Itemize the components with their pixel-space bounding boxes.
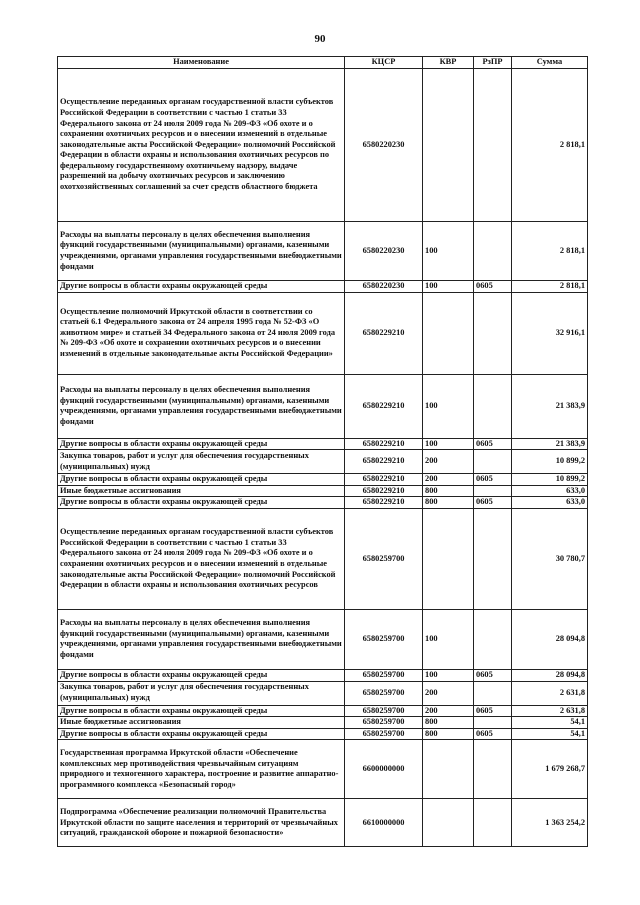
cell-sum: 10 899,2 xyxy=(512,450,588,474)
table-row xyxy=(58,450,588,474)
cell-sum: 54,1 xyxy=(512,728,588,740)
table-row xyxy=(58,669,588,681)
cell-kvr: 800 xyxy=(423,717,474,729)
header-rzpr: РзПР xyxy=(474,57,512,69)
table-row xyxy=(58,374,588,438)
cell-kvr: 800 xyxy=(423,728,474,740)
cell-kvr xyxy=(423,69,474,222)
cell-sum: 21 383,9 xyxy=(512,438,588,450)
table-row xyxy=(58,497,588,509)
cell-name: Другие вопросы в области охраны окружающей среды xyxy=(58,438,345,450)
cell-name: Другие вопросы в области охраны окружающей среды xyxy=(58,705,345,717)
table-row xyxy=(58,281,588,293)
cell-kcsr: 6580229210 xyxy=(345,292,423,374)
cell-kcsr: 6580259700 xyxy=(345,609,423,669)
cell-name: Другие вопросы в области охраны окружающей среды xyxy=(58,497,345,509)
cell-kcsr: 6580229210 xyxy=(345,450,423,474)
cell-sum: 30 780,7 xyxy=(512,508,588,609)
cell-sum: 2 818,1 xyxy=(512,69,588,222)
table-row xyxy=(58,508,588,609)
cell-rzpr xyxy=(474,69,512,222)
cell-kvr xyxy=(423,292,474,374)
cell-rzpr: 0605 xyxy=(474,438,512,450)
table-body xyxy=(58,69,588,847)
cell-kvr xyxy=(423,740,474,799)
cell-sum: 2 818,1 xyxy=(512,281,588,293)
cell-rzpr xyxy=(474,609,512,669)
cell-sum: 28 094,8 xyxy=(512,669,588,681)
cell-kcsr: 6580229210 xyxy=(345,374,423,438)
table-row xyxy=(58,728,588,740)
cell-kvr: 200 xyxy=(423,705,474,717)
cell-kcsr: 6580259700 xyxy=(345,705,423,717)
cell-kcsr: 6580259700 xyxy=(345,508,423,609)
cell-rzpr xyxy=(474,450,512,474)
cell-kcsr: 6580229210 xyxy=(345,485,423,497)
table-row xyxy=(58,740,588,799)
cell-rzpr: 0605 xyxy=(474,497,512,509)
cell-sum: 633,0 xyxy=(512,485,588,497)
cell-name: Расходы на выплаты персоналу в целях обеспечения выполнения функций государственными (муниципальными) органами, казенными учреждениями, органами управления государственными внебюджетными фондами xyxy=(58,374,345,438)
cell-kcsr: 6580220230 xyxy=(345,69,423,222)
cell-name: Закупка товаров, работ и услуг для обеспечения государственных (муниципальных) нужд xyxy=(58,681,345,705)
cell-name: Другие вопросы в области охраны окружающей среды xyxy=(58,281,345,293)
cell-kcsr: 6580259700 xyxy=(345,681,423,705)
cell-sum: 21 383,9 xyxy=(512,374,588,438)
table-row xyxy=(58,292,588,374)
cell-kvr: 800 xyxy=(423,485,474,497)
cell-kvr: 100 xyxy=(423,438,474,450)
cell-kcsr: 6580229210 xyxy=(345,497,423,509)
cell-sum: 10 899,2 xyxy=(512,474,588,486)
budget-table xyxy=(57,56,588,847)
cell-rzpr: 0605 xyxy=(474,281,512,293)
cell-kcsr: 6580259700 xyxy=(345,728,423,740)
table-row xyxy=(58,474,588,486)
cell-rzpr: 0605 xyxy=(474,705,512,717)
table-row xyxy=(58,485,588,497)
cell-kvr: 800 xyxy=(423,497,474,509)
cell-kvr: 100 xyxy=(423,669,474,681)
header-kcsr: КЦСР xyxy=(345,57,423,69)
cell-sum: 32 916,1 xyxy=(512,292,588,374)
page-number: 90 xyxy=(314,33,326,45)
cell-kvr: 200 xyxy=(423,450,474,474)
cell-name: Осуществление полномочий Иркутской области в соответствии со статьей 6.1 Федерального закона от 24 апреля 1995 года № 52-ФЗ «О животном мире» и статьей 34 Федерального закона от 24 июля 2009 года № 209-ФЗ «Об охоте и сохранении охотничьих ресурсов и о внесении изменений в отдельные законодательные акты Российской Федерации» xyxy=(58,292,345,374)
cell-kcsr: 6580229210 xyxy=(345,438,423,450)
cell-kvr xyxy=(423,799,474,847)
table-row xyxy=(58,705,588,717)
table-header xyxy=(58,57,588,69)
table-row xyxy=(58,681,588,705)
cell-name: Осуществление переданных органам государственной власти субъектов Российской Федерации в соответствии с частью 1 статьи 33 Федерального закона от 24 июля 2009 года № 209-ФЗ «Об охоте и о сохранении охотничьих ресурсов и о внесении изменений в отдельные законодательные акты Российской Федерации» полномочий Российской Федерации в области охраны и использования охотничьих ресурсов xyxy=(58,508,345,609)
cell-rzpr xyxy=(474,681,512,705)
cell-name: Другие вопросы в области охраны окружающей среды xyxy=(58,728,345,740)
cell-sum: 2 818,1 xyxy=(512,222,588,281)
cell-rzpr xyxy=(474,292,512,374)
cell-name: Расходы на выплаты персоналу в целях обеспечения выполнения функций государственными (муниципальными) органами, казенными учреждениями, органами управления государственными внебюджетными фондами xyxy=(58,609,345,669)
cell-kcsr: 6580229210 xyxy=(345,474,423,486)
cell-name: Иные бюджетные ассигнования xyxy=(58,485,345,497)
cell-kvr: 100 xyxy=(423,222,474,281)
cell-kvr: 100 xyxy=(423,374,474,438)
cell-name: Другие вопросы в области охраны окружающей среды xyxy=(58,669,345,681)
header-kvr: КВР xyxy=(423,57,474,69)
cell-kvr xyxy=(423,508,474,609)
cell-rzpr xyxy=(474,508,512,609)
cell-name: Другие вопросы в области охраны окружающей среды xyxy=(58,474,345,486)
cell-sum: 1 363 254,2 xyxy=(512,799,588,847)
cell-kcsr: 6600000000 xyxy=(345,740,423,799)
cell-name: Подпрограмма «Обеспечение реализации полномочий Правительства Иркутской области по защите населения и территорий от чрезвычайных ситуаций, гражданской обороне и пожарной безопасности» xyxy=(58,799,345,847)
cell-sum: 2 631,8 xyxy=(512,705,588,717)
cell-rzpr xyxy=(474,799,512,847)
cell-rzpr: 0605 xyxy=(474,728,512,740)
cell-name: Иные бюджетные ассигнования xyxy=(58,717,345,729)
cell-sum: 633,0 xyxy=(512,497,588,509)
cell-sum: 28 094,8 xyxy=(512,609,588,669)
cell-rzpr xyxy=(474,717,512,729)
cell-rzpr: 0605 xyxy=(474,474,512,486)
cell-rzpr xyxy=(474,374,512,438)
cell-kcsr: 6610000000 xyxy=(345,799,423,847)
cell-sum: 1 679 268,7 xyxy=(512,740,588,799)
header-sum: Сумма xyxy=(512,57,588,69)
cell-rzpr xyxy=(474,740,512,799)
cell-kvr: 100 xyxy=(423,609,474,669)
cell-rzpr: 0605 xyxy=(474,669,512,681)
cell-kcsr: 6580259700 xyxy=(345,669,423,681)
table-row xyxy=(58,799,588,847)
cell-kvr: 200 xyxy=(423,681,474,705)
table-row xyxy=(58,438,588,450)
cell-rzpr xyxy=(474,222,512,281)
table-row xyxy=(58,69,588,222)
cell-kvr: 100 xyxy=(423,281,474,293)
cell-name: Осуществление переданных органам государственной власти субъектов Российской Федерации в соответствии с частью 1 статьи 33 Федерального закона от 24 июля 2009 года № 209-ФЗ «Об охоте и о сохранении охотничьих ресурсов и о внесении изменений в отдельные законодательные акты Российской Федерации» полномочий Российской Федерации в области охраны и использования охотничьих ресурсов по федеральному государственному охотничьему надзору, выдаче разрешений на добычу охотничьих ресурсов и заключению охотхозяйственных соглашений за счет средств областного бюджета xyxy=(58,69,345,222)
cell-sum: 2 631,8 xyxy=(512,681,588,705)
cell-name: Государственная программа Иркутской области «Обеспечение комплексных мер противодействия чрезвычайным ситуациям природного и техногенного характера, построение и развитие аппаратно-программного комплекса «Безопасный город» xyxy=(58,740,345,799)
table-row xyxy=(58,222,588,281)
cell-name: Расходы на выплаты персоналу в целях обеспечения выполнения функций государственными (муниципальными) органами, казенными учреждениями, органами управления государственными внебюджетными фондами xyxy=(58,222,345,281)
cell-kcsr: 6580259700 xyxy=(345,717,423,729)
header-name: Наименование xyxy=(58,57,345,69)
cell-sum: 54,1 xyxy=(512,717,588,729)
table-row xyxy=(58,609,588,669)
cell-kcsr: 6580220230 xyxy=(345,222,423,281)
cell-kcsr: 6580220230 xyxy=(345,281,423,293)
cell-name: Закупка товаров, работ и услуг для обеспечения государственных (муниципальных) нужд xyxy=(58,450,345,474)
cell-rzpr xyxy=(474,485,512,497)
table-row xyxy=(58,717,588,729)
cell-kvr: 200 xyxy=(423,474,474,486)
